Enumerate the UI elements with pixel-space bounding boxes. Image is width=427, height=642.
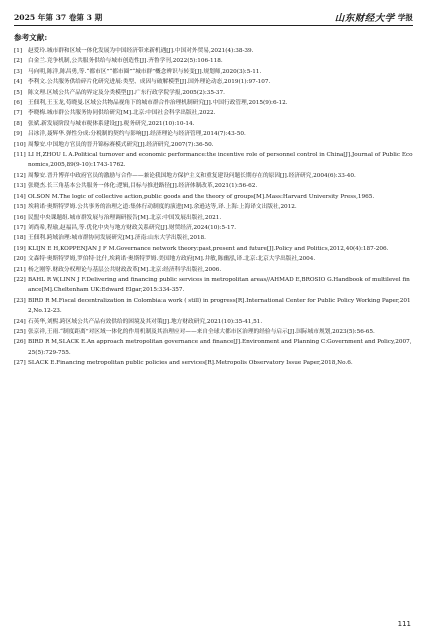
reference-number: [9] [14,131,23,138]
reference-item [14,327,413,337]
reference-text: 石英华,刘熙.跨区域公共产品有效供给的困境及其对策[J].地方财政研究,2021(10):35-41,51. [28,318,263,325]
reference-item [14,317,413,327]
reference-text: BAHL R W,LINN J F.Delivering and financing public services in metropolitan areas//AHMAD E,BROSIO G.Handbook of multilevel finance[M].Cheltenham UK:Edward Elgar,2015:334-357. [28,276,410,294]
reference-item [14,119,413,129]
reference-text: KLIJN E H,KOPPENJAN J F M.Governance network theory:past,present and future[J].Policy and Politics,2012,40(4):187-206. [28,245,389,252]
reference-list [14,46,413,369]
reference-text: 李晓梅.城市群公共服务协同供给研究[M].北京:中国社会科学出版社,2022. [28,110,216,117]
reference-number: [24] [14,318,26,325]
reference-text: 赵爱玲.城市群和区域一体化发展为中国经济带来新机遇[J].中国对外贸易,2021(4):38-39. [28,48,254,54]
reference-number: [19] [14,245,26,252]
reference-text: 刘尚希,程瑜,赵福昌,等.优化中央与地方财政关系研究[J].财贸经济,2024(10):5-17. [28,224,237,231]
reference-number: [14] [14,193,26,200]
issue-info: 2025 年第 37 卷第 3 期 [14,13,103,22]
page-number: 111 [397,620,411,628]
journal-suffix: 学报 [397,13,413,22]
reference-item [14,181,413,191]
reference-item [14,171,413,181]
page-header [14,9,413,26]
reference-number: [17] [14,224,26,231]
reference-text: 文森特·奥斯特罗姆,罗伯特·比什,埃莉诺·奥斯特罗姆.美国地方政府[M].井敏,陈幽泓,译.北京:北京大学出版社,2004. [28,256,316,263]
reference-item [14,129,413,139]
reference-text: BIRD R M,SLACK E.An approach metropolitan governance and finance[J].Environment and Planning C:Government and Policy,2007,25(5):729-755. [28,339,412,356]
reference-text: 张晓杰.长三角基本公共服务一体化:逻辑,目标与推进路径[J].经济体制改革,2021(1):56-62. [28,183,258,190]
reference-item [14,213,413,223]
reference-number: [11] [14,152,26,159]
reference-item [14,265,413,275]
reference-text: 马向明,陈洋,陈昌勇,等.“都市区”“都市圈”“城市群”概念辨识与转变[J].规划师,2020(3):5-11. [28,68,262,75]
reference-item [14,77,413,87]
reference-item [14,233,413,243]
reference-item [14,140,413,150]
references-heading: 参考文献: [14,33,48,42]
reference-item [14,56,413,66]
reference-item [14,108,413,118]
reference-text: 周黎安.中国地方官员的晋升锦标赛模式研究[J].经济研究,2007(7):36-50. [28,141,214,148]
reference-number: [25] [14,328,26,335]
reference-item [14,358,413,368]
reference-text: 民盟中央课题组.城市群发展与治理调研报告[M].北京:中国发展出版社,2021. [28,214,222,221]
reference-text: 周黎安.晋升博弈中政府官员的激励与合作——兼论我国地方保护主义和重复建设问题长期存在的原因[J].经济研究,2004(6):33-40. [28,172,356,179]
reference-number: [1] [14,48,23,54]
reference-number: [21] [14,266,26,273]
reference-number: [22] [14,276,26,283]
reference-text: BIRD R M.Fiscal decentralization in Colombia:a work ( still) in progress[R].International Center for Public Policy Working Paper,2012,No.12-23. [28,297,411,315]
reference-number: [15] [14,204,26,211]
reference-item [14,254,413,264]
reference-text: 埃莉诺·奥斯特罗姆.公共事务的治理之道:集体行动制度的演进[M].余逊达等,译.上海:上海译文出版社,2012. [28,204,297,211]
reference-item [14,275,413,296]
reference-text: 张京祥,王雨.“制度距离”对区域一体化的作用机制及其治理应对——来自全球大都市区治理的经验与启示[J].国际城市规划,2023(5):56-65. [28,328,375,335]
reference-text: 王佃利.跨域治理:城市群协同发展研究[M].济南:山东大学出版社,2018. [28,235,206,242]
reference-number: [26] [14,339,26,346]
reference-item [14,88,413,98]
reference-number: [27] [14,360,26,367]
journal-logo-text: 山东财经大学 [334,13,395,24]
reference-item [14,337,413,358]
reference-item [14,296,413,317]
reference-number: [3] [14,68,23,75]
reference-item [14,192,413,202]
reference-item [14,67,413,77]
reference-number: [20] [14,256,26,263]
journal-title [335,10,413,25]
reference-item [14,244,413,254]
reference-number: [16] [14,214,26,221]
reference-text: 陈文理.区域公共产品的界定及分类模型[J].广东行政学院学报,2005(2):35-37. [28,89,225,96]
reference-number: [7] [14,110,23,117]
reference-text: 张斌.新发展阶段与城市税体系建设[J].税务研究,2021(10):10-14. [28,120,195,127]
reference-number: [23] [14,297,26,304]
reference-item [14,150,413,171]
reference-number: [12] [14,172,26,179]
reference-text: 吕冰洋,聂辉华.弹性分成:分税制的契约与影响[J].经济理论与经济管理,2014(7):43-50. [28,131,246,138]
reference-number: [4] [14,79,23,86]
reference-number: [2] [14,58,23,65]
reference-number: [6] [14,100,23,107]
reference-number: [5] [14,89,23,96]
reference-text: SLACK E.Financing metropolitan public policies and services[R].Metropolis Observatory Issue Paper,2018,No.6. [28,360,353,367]
reference-number: [8] [14,120,23,127]
reference-text: 白金兰.竞争机制,公共服务供给与城市创造性[J].齐鲁学刊,2022(5):106-118. [28,58,223,65]
reference-item [14,46,413,56]
reference-item [14,98,413,108]
reference-number: [13] [14,183,26,190]
reference-number: [18] [14,235,26,242]
reference-text: LI H,ZHOU L A.Political turnover and economic performance:the incentive role of personnel control in China[J].Journal of Public Economics,2005,89(9-10):1743-1762. [28,152,413,169]
reference-text: 杨之刚等.财政分权理论与基层公共财政改革[M].北京:经济科学出版社,2006. [28,266,222,273]
reference-text: 李利文.公共服务供给碎片化研究进展:类型、成因与破解模型[J].国外理论动态,2019(1):97-107. [28,79,271,86]
reference-text: 王佃利,王玉龙,苟晓曼.区域公共物品视角下的城市群合作治理机制研究[J].中国行政管理,2015(9):6-12. [28,100,288,107]
reference-item [14,202,413,212]
reference-number: [10] [14,141,26,148]
reference-text: OLSON M.The logic of collective action,public goods and the theory of groups[M].Mass:Harvard University Press,1965. [28,193,375,200]
reference-item [14,223,413,233]
